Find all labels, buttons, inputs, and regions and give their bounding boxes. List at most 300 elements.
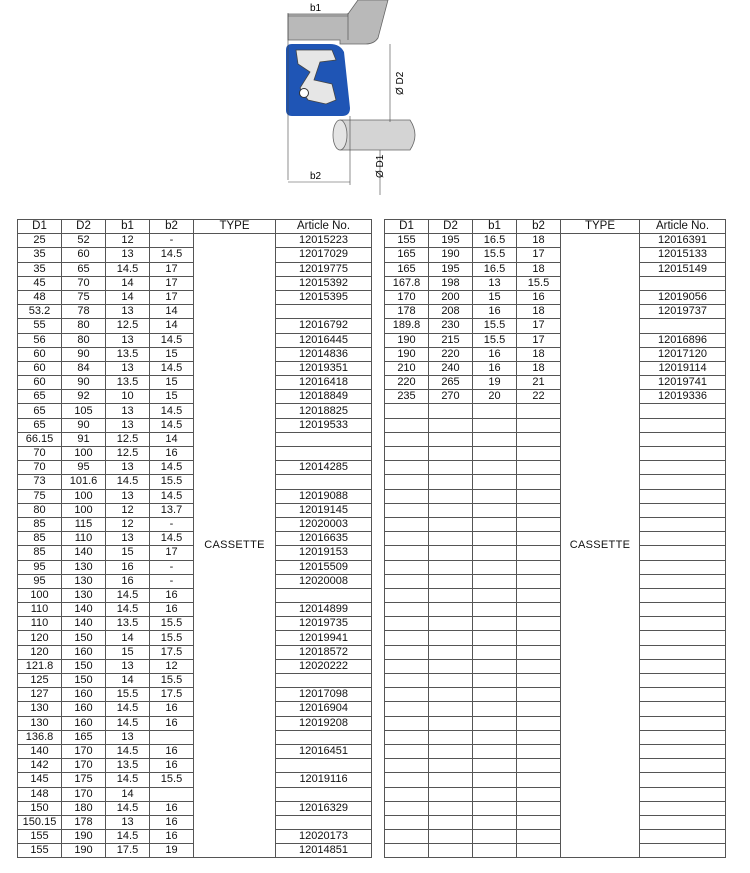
cell-b1: 13.5 — [106, 759, 150, 773]
cell-article-no: 12020008 — [276, 574, 372, 588]
cell-article-no — [640, 631, 726, 645]
cell-d2: 90 — [62, 347, 106, 361]
table-row — [385, 432, 726, 446]
cell-b2: 14.5 — [150, 248, 194, 262]
table-row — [385, 262, 726, 276]
cell-article-no: 12020003 — [276, 517, 372, 531]
cell-d2 — [429, 844, 473, 858]
cell-d2 — [429, 447, 473, 461]
cell-b2: 19 — [150, 844, 194, 858]
cell-d2 — [429, 645, 473, 659]
cell-article-no — [640, 744, 726, 758]
header-row — [18, 220, 372, 234]
cell-b2: 17 — [150, 290, 194, 304]
cell-b2 — [517, 404, 561, 418]
housing-shape — [288, 0, 388, 44]
cell-b1 — [473, 801, 517, 815]
cell-b1: 20 — [473, 390, 517, 404]
cell-d2 — [429, 730, 473, 744]
cell-article-no: 12019056 — [640, 290, 726, 304]
table-row — [385, 830, 726, 844]
cell-b2: 15 — [150, 390, 194, 404]
cell-b2: 16 — [150, 702, 194, 716]
cell-article-no — [640, 730, 726, 744]
cell-article-no — [640, 574, 726, 588]
cell-article-no — [640, 532, 726, 546]
cell-d2: 215 — [429, 333, 473, 347]
cell-d1: 155 — [385, 234, 429, 248]
cell-article-no: 12015392 — [276, 276, 372, 290]
cell-article-no: 12020173 — [276, 830, 372, 844]
table-row — [385, 319, 726, 333]
cell-b1 — [473, 844, 517, 858]
cell-d1: 110 — [18, 603, 62, 617]
cell-article-no: 12014899 — [276, 603, 372, 617]
table-row — [385, 588, 726, 602]
table-row — [385, 305, 726, 319]
cell-d1: 155 — [18, 830, 62, 844]
cell-d2 — [429, 617, 473, 631]
cell-article-no: 12019114 — [640, 361, 726, 375]
cell-b1 — [473, 461, 517, 475]
cell-b2 — [517, 744, 561, 758]
cell-b2 — [517, 603, 561, 617]
cell-article-no: 12016904 — [276, 702, 372, 716]
cell-article-no: 12019116 — [276, 773, 372, 787]
cell-article-no — [640, 404, 726, 418]
table-row — [385, 560, 726, 574]
cell-d2: 140 — [62, 546, 106, 560]
cell-b2: 18 — [517, 234, 561, 248]
cell-b2 — [517, 631, 561, 645]
cell-d1: 142 — [18, 759, 62, 773]
cell-d2: 78 — [62, 305, 106, 319]
cell-d1: 121.8 — [18, 659, 62, 673]
cell-d2: 190 — [62, 830, 106, 844]
cell-b1: 13 — [473, 276, 517, 290]
cell-b2: 13.7 — [150, 503, 194, 517]
header-b2: b2 — [517, 220, 561, 234]
cell-b1: 13 — [106, 461, 150, 475]
cell-b1: 16.5 — [473, 234, 517, 248]
cell-d2: 160 — [62, 716, 106, 730]
cell-b2 — [517, 688, 561, 702]
cell-d1 — [385, 532, 429, 546]
cell-b2: 15.5 — [150, 475, 194, 489]
cell-article-no — [640, 645, 726, 659]
cell-d2: 110 — [62, 532, 106, 546]
cell-d1: 120 — [18, 631, 62, 645]
cell-b1 — [473, 588, 517, 602]
cell-d2 — [429, 688, 473, 702]
cell-article-no — [640, 603, 726, 617]
cell-article-no — [640, 560, 726, 574]
cell-article-no: 12015223 — [276, 234, 372, 248]
cell-b2: 17 — [150, 262, 194, 276]
cell-article-no: 12016451 — [276, 744, 372, 758]
table-row — [385, 517, 726, 531]
cell-d1: 25 — [18, 234, 62, 248]
cell-b2: 16 — [150, 603, 194, 617]
cell-d2 — [429, 461, 473, 475]
cell-article-no: 12018825 — [276, 404, 372, 418]
cell-d2 — [429, 631, 473, 645]
table-row — [385, 688, 726, 702]
cell-b2: 22 — [517, 390, 561, 404]
cell-b2: 14.5 — [150, 461, 194, 475]
cell-b2 — [517, 532, 561, 546]
cell-d1: 136.8 — [18, 730, 62, 744]
cell-d1 — [385, 815, 429, 829]
header-d2: D2 — [62, 220, 106, 234]
cell-b2 — [517, 617, 561, 631]
cell-b1: 10 — [106, 390, 150, 404]
cell-d2: 240 — [429, 361, 473, 375]
cell-d2: 75 — [62, 290, 106, 304]
table-row — [385, 773, 726, 787]
cell-b2: 17.5 — [150, 645, 194, 659]
cell-d2 — [429, 815, 473, 829]
label-b2: b2 — [310, 171, 322, 182]
cell-d1: 75 — [18, 489, 62, 503]
cell-b1: 15.5 — [106, 688, 150, 702]
cell-b1: 14.5 — [106, 603, 150, 617]
cell-d1 — [385, 744, 429, 758]
cell-d2 — [429, 773, 473, 787]
cell-article-no: 12014285 — [276, 461, 372, 475]
cell-d1 — [385, 759, 429, 773]
cell-b2: 15 — [150, 376, 194, 390]
cell-b1 — [473, 532, 517, 546]
cell-article-no — [640, 461, 726, 475]
table-row — [385, 489, 726, 503]
cell-b1 — [473, 702, 517, 716]
cell-d2: 140 — [62, 617, 106, 631]
cell-b2: 16 — [150, 744, 194, 758]
table-row — [385, 333, 726, 347]
cell-b1 — [473, 418, 517, 432]
cell-article-no: 12019088 — [276, 489, 372, 503]
cell-b1: 13 — [106, 489, 150, 503]
cell-article-no: 12017098 — [276, 688, 372, 702]
cell-d1: 125 — [18, 674, 62, 688]
type-cell: CASSETTE — [194, 234, 276, 858]
cell-d1: 53.2 — [18, 305, 62, 319]
cell-d2 — [429, 603, 473, 617]
cell-article-no: 12020222 — [276, 659, 372, 673]
cell-d1: 165 — [385, 262, 429, 276]
cell-b1: 14 — [106, 674, 150, 688]
cell-b2 — [517, 503, 561, 517]
cell-b2: 14.5 — [150, 333, 194, 347]
table-row — [385, 574, 726, 588]
cell-b2: 16 — [150, 815, 194, 829]
cell-b2: 17 — [517, 319, 561, 333]
table-row — [385, 461, 726, 475]
cell-d2: 198 — [429, 276, 473, 290]
cell-b2 — [517, 560, 561, 574]
cell-b1: 12 — [106, 234, 150, 248]
cell-b1 — [473, 759, 517, 773]
cell-d2: 190 — [62, 844, 106, 858]
cell-d2: 165 — [62, 730, 106, 744]
cell-b1: 16.5 — [473, 262, 517, 276]
label-D2: Ø D2 — [395, 71, 406, 95]
cell-b1 — [473, 744, 517, 758]
cell-b2 — [517, 716, 561, 730]
cell-b1 — [473, 489, 517, 503]
cell-d1 — [385, 447, 429, 461]
cell-article-no: 12016792 — [276, 319, 372, 333]
cell-d1: 70 — [18, 447, 62, 461]
cell-d2: 115 — [62, 517, 106, 531]
table-row — [385, 801, 726, 815]
cell-b1: 16 — [473, 361, 517, 375]
cell-b1 — [473, 447, 517, 461]
cell-b2: 18 — [517, 262, 561, 276]
cell-d1 — [385, 830, 429, 844]
cell-b2 — [517, 830, 561, 844]
cell-b1: 14.5 — [106, 588, 150, 602]
cell-b1: 13 — [106, 815, 150, 829]
header-type: TYPE — [194, 220, 276, 234]
cell-b2: 18 — [517, 347, 561, 361]
cell-d2 — [429, 546, 473, 560]
cell-d2: 65 — [62, 262, 106, 276]
cell-d2: 150 — [62, 674, 106, 688]
cell-b1 — [473, 730, 517, 744]
cell-article-no — [640, 546, 726, 560]
cell-d2: 220 — [429, 347, 473, 361]
cell-article-no — [640, 447, 726, 461]
table-row — [385, 532, 726, 546]
cell-d2 — [429, 702, 473, 716]
cell-d1: 60 — [18, 347, 62, 361]
cell-b2 — [517, 447, 561, 461]
cell-b1: 13.5 — [106, 376, 150, 390]
cell-b1: 15.5 — [473, 319, 517, 333]
cell-b2: 17.5 — [150, 688, 194, 702]
cell-article-no: 12017120 — [640, 347, 726, 361]
cell-d2: 100 — [62, 503, 106, 517]
cell-d2: 150 — [62, 659, 106, 673]
cell-d1 — [385, 603, 429, 617]
cell-b1: 13 — [106, 730, 150, 744]
cell-d1 — [385, 588, 429, 602]
cell-d1: 73 — [18, 475, 62, 489]
cell-b1: 16 — [473, 305, 517, 319]
cell-d2: 208 — [429, 305, 473, 319]
cell-d1: 45 — [18, 276, 62, 290]
cell-d2 — [429, 532, 473, 546]
cell-d2: 100 — [62, 489, 106, 503]
cell-b1: 14 — [106, 276, 150, 290]
table-row — [385, 744, 726, 758]
cell-b2: 14 — [150, 319, 194, 333]
cell-article-no: 12018849 — [276, 390, 372, 404]
cell-b1: 17.5 — [106, 844, 150, 858]
cell-b1 — [473, 787, 517, 801]
cell-article-no: 12016329 — [276, 801, 372, 815]
cell-article-no — [640, 702, 726, 716]
cell-d1: 80 — [18, 503, 62, 517]
cell-b2 — [517, 489, 561, 503]
cell-article-no: 12014851 — [276, 844, 372, 858]
cell-article-no — [640, 475, 726, 489]
table-row — [385, 645, 726, 659]
spec-table-left — [17, 219, 372, 858]
cell-b1 — [473, 475, 517, 489]
cell-b2 — [517, 546, 561, 560]
table-row — [385, 475, 726, 489]
cell-b1: 14.5 — [106, 716, 150, 730]
cell-article-no — [640, 319, 726, 333]
cell-b2 — [150, 730, 194, 744]
cell-article-no: 12015133 — [640, 248, 726, 262]
cell-d1 — [385, 716, 429, 730]
cell-d1 — [385, 787, 429, 801]
cell-d1: 85 — [18, 546, 62, 560]
cell-b2: 14.5 — [150, 404, 194, 418]
cell-d2: 195 — [429, 234, 473, 248]
cell-article-no — [276, 759, 372, 773]
cell-d1 — [385, 617, 429, 631]
cell-article-no: 12016635 — [276, 532, 372, 546]
cell-d2: 175 — [62, 773, 106, 787]
cell-b2: 17 — [517, 333, 561, 347]
table-row — [385, 418, 726, 432]
cell-b2: - — [150, 234, 194, 248]
cell-d1: 178 — [385, 305, 429, 319]
cell-d2: 160 — [62, 702, 106, 716]
table-row — [385, 815, 726, 829]
cell-b2: 12 — [150, 659, 194, 673]
cell-b1: 13 — [106, 305, 150, 319]
header-b1: b1 — [106, 220, 150, 234]
cell-d1: 235 — [385, 390, 429, 404]
cell-b2: 15.5 — [150, 617, 194, 631]
cell-b2 — [150, 787, 194, 801]
table-row — [385, 390, 726, 404]
cell-b1: 15.5 — [473, 333, 517, 347]
cell-b2 — [517, 773, 561, 787]
cell-b2: 14.5 — [150, 418, 194, 432]
cell-d1 — [385, 418, 429, 432]
cell-d1 — [385, 631, 429, 645]
cell-d1: 148 — [18, 787, 62, 801]
cell-b2: - — [150, 560, 194, 574]
cell-d2: 180 — [62, 801, 106, 815]
cell-b2: 17 — [150, 276, 194, 290]
cell-b1 — [473, 617, 517, 631]
cell-b1: 12.5 — [106, 432, 150, 446]
table-row — [385, 376, 726, 390]
header-b1: b1 — [473, 220, 517, 234]
cell-d2 — [429, 574, 473, 588]
cell-d1 — [385, 489, 429, 503]
cell-d1: 165 — [385, 248, 429, 262]
cell-article-no — [276, 815, 372, 829]
cell-b2 — [517, 730, 561, 744]
cell-d1 — [385, 432, 429, 446]
cell-b2 — [517, 517, 561, 531]
cell-article-no: 12019145 — [276, 503, 372, 517]
cell-b1: 16 — [106, 574, 150, 588]
cell-b1 — [473, 574, 517, 588]
cell-b2: 16 — [150, 830, 194, 844]
cell-d2 — [429, 744, 473, 758]
header-d1: D1 — [18, 220, 62, 234]
cell-d1: 55 — [18, 319, 62, 333]
cell-b1: 13 — [106, 659, 150, 673]
cell-b2 — [517, 645, 561, 659]
table-row — [385, 674, 726, 688]
cell-d2 — [429, 404, 473, 418]
cell-article-no: 12018572 — [276, 645, 372, 659]
cell-d1: 190 — [385, 333, 429, 347]
cell-d2: 160 — [62, 645, 106, 659]
cell-d2: 230 — [429, 319, 473, 333]
cell-article-no — [640, 503, 726, 517]
cell-b1 — [473, 503, 517, 517]
table-row — [385, 248, 726, 262]
cell-article-no — [276, 674, 372, 688]
cell-b1: 15 — [106, 546, 150, 560]
cell-d2: 160 — [62, 688, 106, 702]
cell-d2: 150 — [62, 631, 106, 645]
cell-b2 — [517, 844, 561, 858]
cell-b1: 13 — [106, 418, 150, 432]
cell-b1 — [473, 773, 517, 787]
cell-d1: 65 — [18, 404, 62, 418]
cell-article-no — [640, 432, 726, 446]
header-article-no-: Article No. — [276, 220, 372, 234]
cell-d1 — [385, 773, 429, 787]
cell-article-no — [640, 688, 726, 702]
cell-d2: 100 — [62, 447, 106, 461]
label-D1: Ø D1 — [375, 154, 386, 178]
cell-b1 — [473, 674, 517, 688]
cell-b2: 14 — [150, 432, 194, 446]
cell-b1: 15 — [473, 290, 517, 304]
cell-d2 — [429, 801, 473, 815]
cell-article-no — [640, 418, 726, 432]
cell-d1 — [385, 688, 429, 702]
cell-d1: 85 — [18, 532, 62, 546]
seal-cross-section-diagram — [270, 0, 430, 200]
cell-article-no: 12017029 — [276, 248, 372, 262]
cell-d1: 127 — [18, 688, 62, 702]
cell-d2: 70 — [62, 276, 106, 290]
cell-b1 — [473, 830, 517, 844]
table-row — [385, 447, 726, 461]
cell-d1 — [385, 404, 429, 418]
cell-article-no — [640, 787, 726, 801]
header-row — [385, 220, 726, 234]
cell-b2 — [517, 674, 561, 688]
cell-d1: 110 — [18, 617, 62, 631]
cell-d2: 195 — [429, 262, 473, 276]
cell-b2 — [517, 461, 561, 475]
cell-article-no — [640, 517, 726, 531]
cell-b1 — [473, 815, 517, 829]
cell-d2: 200 — [429, 290, 473, 304]
cell-article-no: 12016391 — [640, 234, 726, 248]
cell-b2: 14.5 — [150, 361, 194, 375]
cell-d2: 170 — [62, 744, 106, 758]
cell-b1 — [473, 517, 517, 531]
cell-b2: 21 — [517, 376, 561, 390]
